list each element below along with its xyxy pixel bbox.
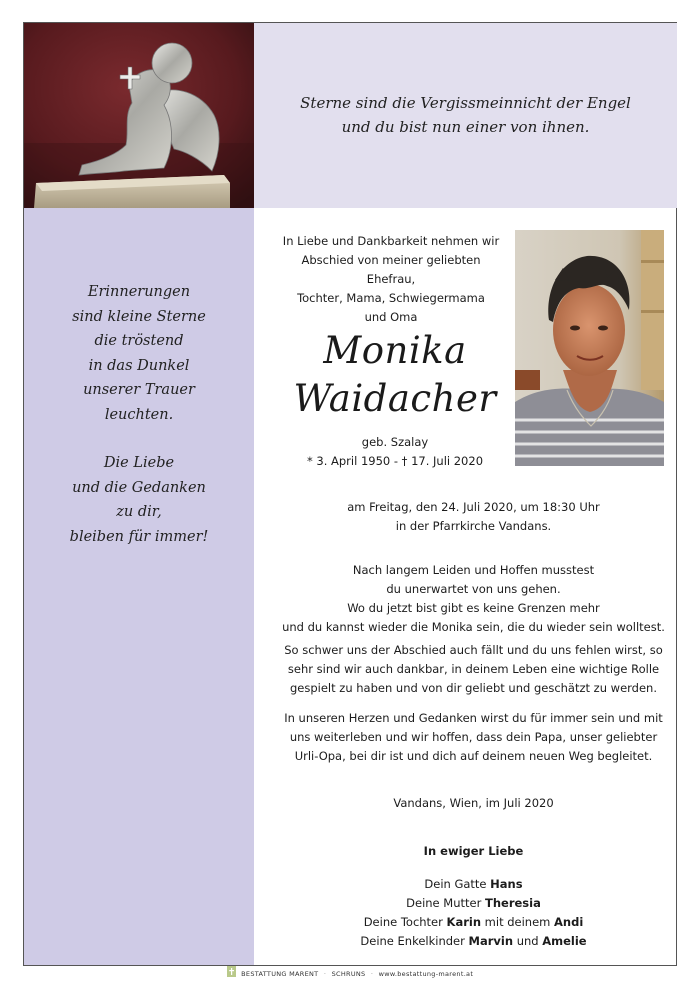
intro-line: Tochter, Mama, Schwiegermama bbox=[297, 291, 485, 305]
family-member-name: Karin bbox=[446, 915, 482, 929]
footer-separator: · bbox=[370, 970, 374, 978]
paragraph-line: gespielt zu haben und von dir geliebt und geschätzt zu werden. bbox=[289, 681, 657, 695]
paragraph-line: So schwer uns der Abschied auch fällt und du uns fehlen wirst, so bbox=[284, 643, 663, 657]
closing-phrase: In ewiger Liebe bbox=[423, 844, 524, 858]
first-name: Monika bbox=[323, 329, 467, 372]
paragraph-1 bbox=[276, 561, 671, 637]
intro-line: In Liebe und Dankbarkeit nehmen wir bbox=[282, 234, 500, 248]
place-and-date: Vandans, Wien, im Juli 2020 bbox=[393, 796, 554, 810]
family-member-name: Hans bbox=[490, 877, 523, 891]
poem-line: sind kleine Sterne bbox=[72, 308, 206, 325]
intro-text bbox=[276, 232, 506, 327]
family-grandchildren bbox=[276, 932, 671, 951]
memorial-poem bbox=[24, 280, 254, 573]
footer-company: BESTATTUNG MARENT bbox=[241, 970, 319, 978]
paragraph-3 bbox=[276, 709, 671, 766]
poem-line: die tröstend bbox=[94, 333, 184, 349]
poem-line: und die Gedanken bbox=[72, 479, 206, 496]
footer-website[interactable]: www.bestattung-marent.at bbox=[378, 970, 474, 978]
service-info bbox=[276, 498, 671, 536]
family-member-name: Andi bbox=[554, 915, 584, 929]
portrait-picture bbox=[515, 230, 664, 466]
service-line: am Freitag, den 24. Juli 2020, um 18:30 Uhr bbox=[347, 500, 600, 514]
family-connector: und bbox=[516, 934, 539, 948]
paragraph-2 bbox=[276, 641, 671, 698]
angel-sculpture-picture bbox=[24, 23, 254, 208]
obituary-card bbox=[23, 22, 677, 966]
paragraph-line: und du kannst wieder die Monika sein, die du wieder sein wolltest. bbox=[282, 620, 665, 634]
poem-line: leuchten. bbox=[104, 406, 174, 423]
family-label: Dein Gatte bbox=[424, 877, 487, 891]
footer-separator: · bbox=[323, 970, 327, 978]
last-name: Waidacher bbox=[293, 377, 497, 420]
paragraph-line: Nach langem Leiden und Hoffen musstest bbox=[352, 563, 595, 577]
poem-line: in das Dunkel bbox=[88, 357, 190, 374]
life-dates: * 3. April 1950 - † 17. Juli 2020 bbox=[306, 454, 484, 468]
family-member-name: Marvin bbox=[468, 934, 514, 948]
family-husband bbox=[276, 875, 671, 894]
paragraph-line: In unseren Herzen und Gedanken wirst du für immer sein und mit bbox=[284, 711, 663, 725]
family-member-name: Theresia bbox=[484, 896, 541, 910]
portrait-photo bbox=[515, 230, 664, 466]
paragraph-line: sehr sind wir auch dankbar, in deinem Leben eine wichtige Rolle bbox=[287, 662, 660, 676]
poem-stanza-1 bbox=[24, 280, 254, 427]
intro-line: und Oma bbox=[364, 310, 418, 324]
poem-line: unserer Trauer bbox=[83, 382, 195, 398]
epigraph-quote bbox=[254, 91, 677, 139]
epigraph-line: und du bist nun einer von ihnen. bbox=[341, 118, 590, 136]
paragraph-line: Wo du jetzt bist gibt es keine Grenzen mehr bbox=[347, 601, 600, 615]
birth-name: geb. Szalay bbox=[361, 435, 429, 449]
family-label: Deine Enkelkinder bbox=[360, 934, 465, 948]
family-mother bbox=[276, 894, 671, 913]
service-line: in der Pfarrkirche Vandans. bbox=[395, 519, 552, 533]
family-label: Deine Mutter bbox=[406, 896, 482, 910]
poem-line: Die Liebe bbox=[103, 455, 175, 471]
paragraph-line: Urli-Opa, bei dir ist und dich auf deinem neuen Weg begleitet. bbox=[294, 749, 653, 763]
funeral-home-footer bbox=[0, 966, 700, 980]
intro-line: Abschied von meiner geliebten Ehefrau, bbox=[301, 253, 481, 286]
family-member-name: Amelie bbox=[542, 934, 587, 948]
epigraph-line: Sterne sind die Vergissmeinnicht der Engel bbox=[300, 94, 631, 112]
family-list bbox=[276, 875, 671, 951]
footer-location: SCHRUNS bbox=[331, 970, 366, 978]
paragraph-line: uns weiterleben und wir hoffen, dass dein Papa, unser geliebter bbox=[289, 730, 658, 744]
poem-line: bleiben für immer! bbox=[69, 528, 209, 545]
paragraph-line: du unerwartet von uns gehen. bbox=[386, 582, 561, 596]
poem-stanza-2 bbox=[24, 451, 254, 549]
poem-line: Erinnerungen bbox=[87, 284, 191, 300]
deceased-name bbox=[276, 327, 514, 423]
family-label: Deine Tochter bbox=[363, 915, 443, 929]
funeral-home-logo-icon bbox=[227, 966, 236, 982]
family-connector: mit deinem bbox=[484, 915, 551, 929]
angel-sculpture-image bbox=[24, 23, 254, 208]
poem-line: zu dir, bbox=[116, 504, 162, 520]
family-daughter bbox=[276, 913, 671, 932]
